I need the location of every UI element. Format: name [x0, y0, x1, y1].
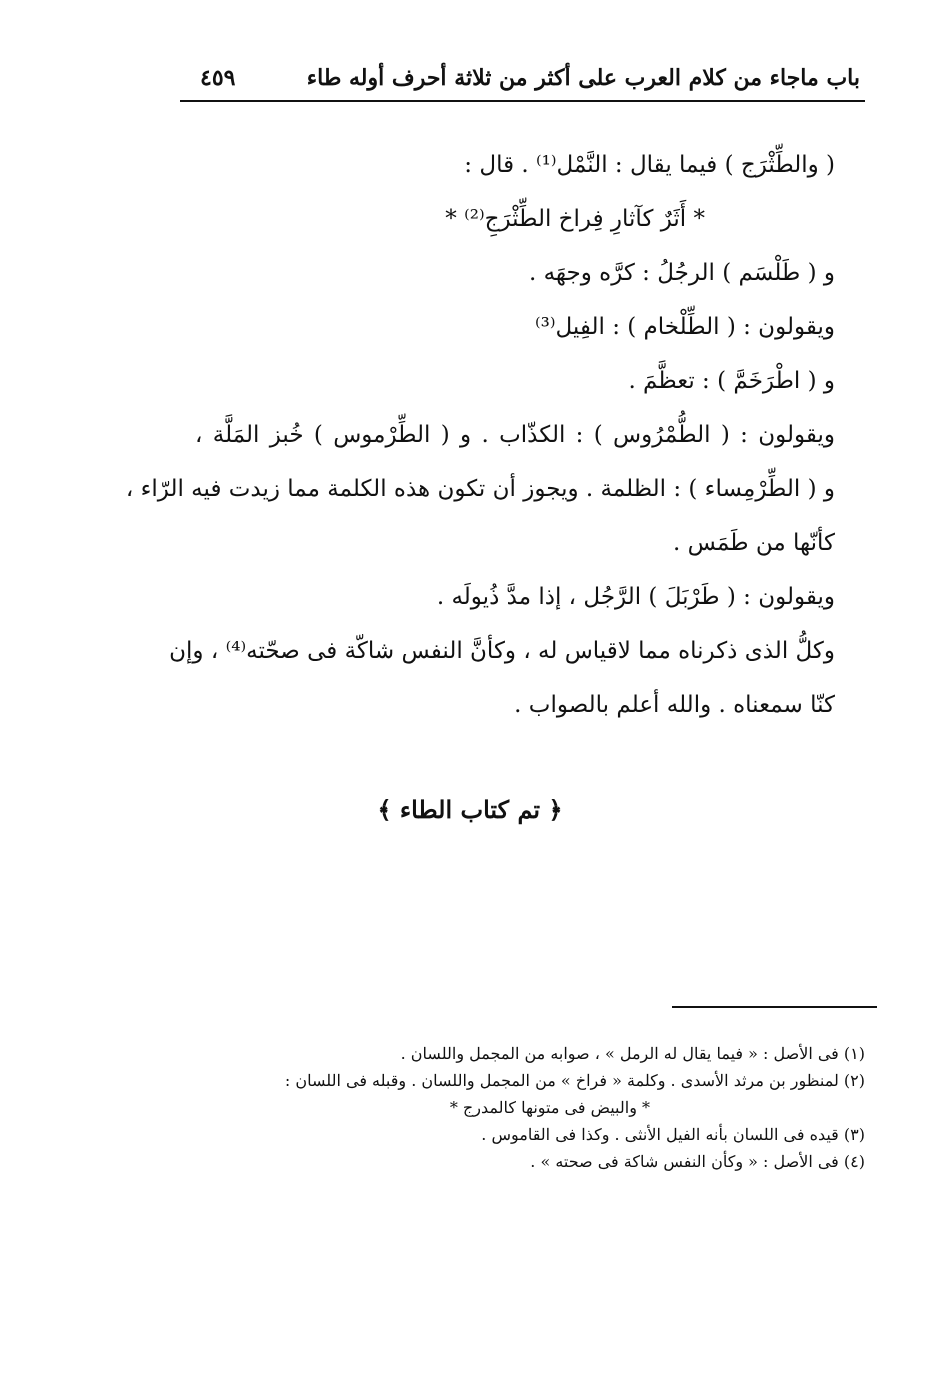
running-header [200, 60, 860, 96]
page-number: ٤٥٩ [200, 65, 236, 91]
footnote: (٤) فى الأصل : « وكأن النفس شاكة فى صحته » . [530, 1152, 865, 1171]
text-line: كنّا سمعناه . والله أعلم بالصواب . [514, 692, 835, 718]
text-line: ويقولون : ( الطُّمْرُوس ) : الكذّاب . و ( الطِّرْموس ) خُبز المَلَّة ، [195, 422, 835, 448]
text-line: و ( اطْرَخَمَّ ) : تعظَّمَ . [628, 368, 835, 394]
text-line: وكلُّ الذى ذكرناه مما لاقياس له ، وكأنَّ النفس شاكّة فى صحّته⁽⁴⁾ ، وإن [169, 638, 835, 664]
text-line: و ( طَلْسَم ) الرجُلُ : كرَّه وجهَه . [528, 260, 835, 286]
text-line: ( والطِّثْرَج ) فيما يقال : النَّمْل⁽¹⁾ . قال : [464, 152, 835, 178]
footnote-rule [672, 1006, 877, 1008]
text-line: ويقولون : ( الطِّلْخام ) : الفِيل⁽³⁾ [534, 314, 835, 340]
header-title: باب ماجاء من كلام العرب على أكثر من ثلاثة أحرف أوله طاء [306, 65, 860, 91]
footnote: (٣) قيده فى اللسان بأنه الفيل الأنثى . وكذا فى القاموس . [481, 1125, 865, 1144]
footnote: (٢) لمنظور بن مرثد الأسدى . وكلمة « فراخ » من المجمل واللسان . وقبله فى اللسان : [284, 1071, 865, 1090]
chapter-closing: ﴿ تم كتاب الطاء ﴾ [377, 795, 563, 824]
footnotes [195, 1040, 865, 1175]
header-rule [180, 100, 865, 102]
main-text [125, 138, 835, 732]
text-line: و ( الطِّرْمِساء ) : الظلمة . ويجوز أن تكون هذه الكلمة مما زيدت فيه الرّاء ، [125, 476, 835, 502]
text-line: ويقولون : ( طَرْبَلَ ) الرَّجُل ، إذا مدَّ ذُيولَه . [436, 584, 835, 610]
footnote-verse: * والبيض فى متونها كالمدرج * [449, 1098, 650, 1117]
verse-line: * أَثَرٌ كآثارِ فِراخ الطِّثْرَجِ⁽²⁾ * [445, 206, 705, 232]
text-line: كأنّها من طَمَس . [673, 530, 835, 556]
footnote: (١) فى الأصل : « فيما يقال له الرمل » ، صوابه من المجمل واللسان . [400, 1044, 865, 1063]
